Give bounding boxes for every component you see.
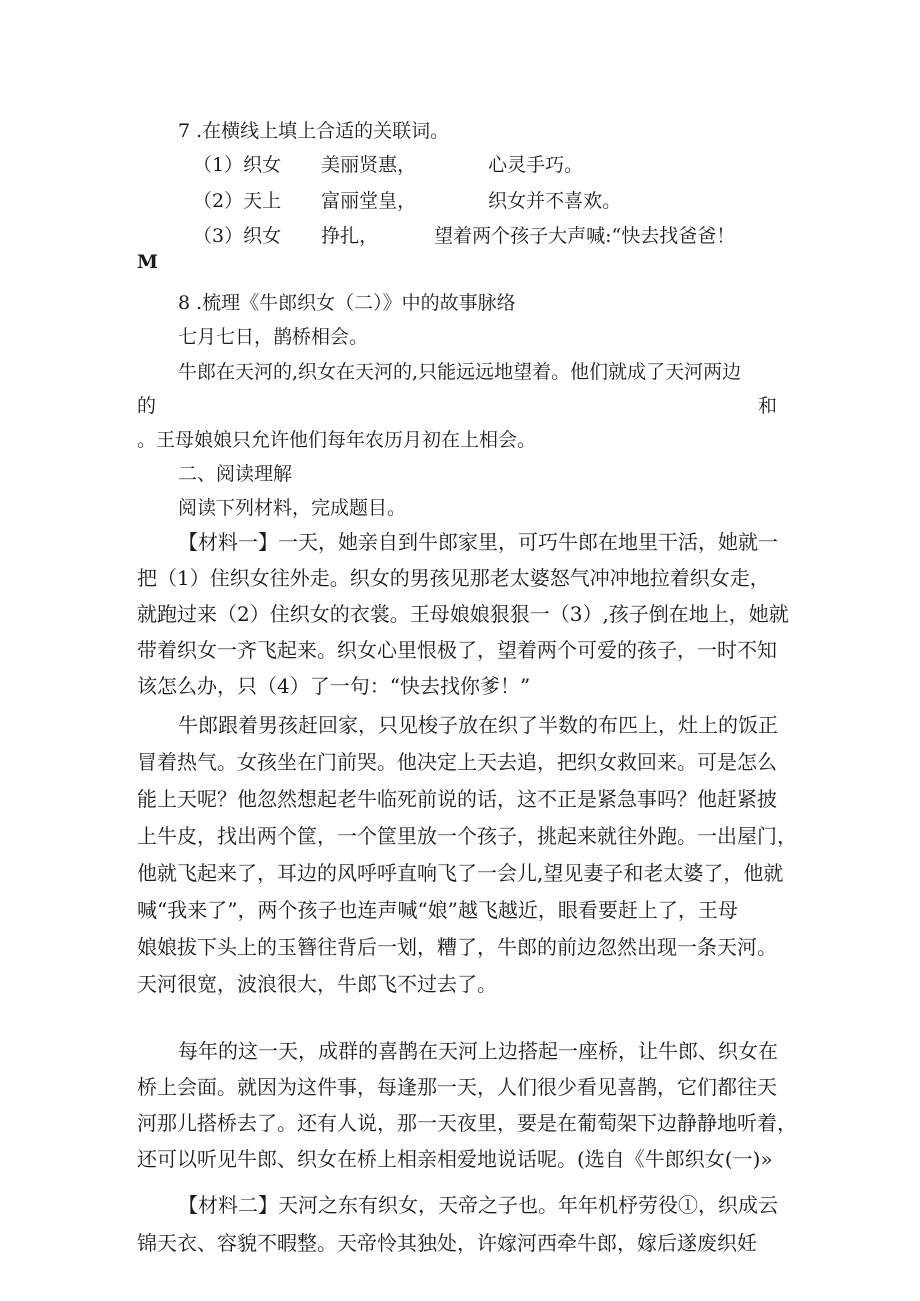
q8-line-3-right: 和	[758, 395, 778, 417]
q7-item-1	[193, 152, 583, 178]
q7-item-3-a: （3）织女	[193, 225, 282, 247]
q7-item-1-a: （1）织女	[193, 154, 282, 176]
q7-item-2-a: （2）天上	[193, 190, 282, 212]
section-heading: 二、阅读理解	[178, 463, 293, 485]
q7-tail: M	[137, 251, 159, 273]
q7-title: 7 .在横线上填上合适的关联词。	[178, 120, 450, 142]
text-line: 把（1）住织女往外走。织女的男孩见那老太婆怒气冲冲地拉着织女走，	[137, 566, 770, 590]
text-line: 锦天衣、容貌不暇整。天帝怜其独处，许嫁河西牵牛郎，嫁后遂废织妊	[137, 1231, 757, 1255]
text-line: 桥上会面。就因为这件事，每逢那一天，人们很少看见喜鹊，它们都往天	[137, 1075, 777, 1099]
q7-item-1-c: 心灵手巧。	[488, 154, 584, 176]
text-line: 牛郎跟着男孩赶回家，只见梭子放在织了半数的布匹上，灶上的饭正	[178, 713, 778, 737]
q8-line-1: 七月七日，鹊桥相会。	[178, 326, 369, 348]
text-line: 该怎么办，只（4）了一句：“快去找你爹！”	[137, 674, 531, 698]
q7-item-3-c: 望着两个孩子大声喊:“快去找爸爸！	[434, 225, 736, 247]
text-line: 娘娘拔下头上的玉簪往背后一划，糟了，牛郎的前边忽然出现一条天河。	[137, 935, 777, 959]
text-line: 【材料一】一天，她亲自到牛郎家里，可巧牛郎在地里干活，她就一	[178, 530, 778, 554]
q7-item-1-b: 美丽贤惠，	[321, 154, 417, 176]
q7-item-2-b: 富丽堂皇，	[321, 190, 417, 212]
text-line: 上牛皮，找出两个筐，一个筐里放一个孩子，挑起来就往外跑。一出屋门，	[137, 824, 797, 848]
text-line: 河那儿搭桥去了。还有人说，那一天夜里，要是在葡萄架下边静静地听着，	[137, 1111, 797, 1135]
text-line: 喊“我来了”，两个孩子也连声喊“娘”越飞越近，眼看要赶上了，王母	[137, 898, 738, 922]
text-line: 就跑过来（2）住织女的衣裳。王母娘娘狠狠一（3）,孩子倒在地上，她就	[137, 602, 789, 626]
section-instruction: 阅读下列材料，完成题目。	[178, 497, 407, 519]
q8-line-2: 牛郎在天河的,织女在天河的,只能远远地望着。他们就成了天河两边	[178, 361, 742, 383]
q7-item-3	[193, 223, 735, 249]
text-line: 每年的这一天，成群的喜鹊在天河上边搭起一座桥，让牛郎、织女在	[178, 1039, 778, 1063]
q8-line-3-left: 的	[137, 395, 157, 417]
q7-item-2-c: 织女并不喜欢。	[488, 190, 622, 212]
q8-title: 8 .梳理《牛郎织女（二）》中的故事脉络	[178, 292, 516, 314]
text-line: 他就飞起来了，耳边的风呼呼直响飞了一会儿,望见妻子和老太婆了，他就	[137, 861, 784, 885]
text-line: 天河很宽，波浪很大，牛郎飞不过去了。	[137, 972, 497, 996]
text-line: 冒着热气。女孩坐在门前哭。他决定上天去追，把织女救回来。可是怎么	[137, 750, 777, 774]
q7-item-3-b: 挣扎，	[321, 225, 379, 247]
text-line: 带着织女一齐飞起来。织女心里恨极了，望着两个可爱的孩子，一时不知	[137, 638, 777, 662]
text-line: 还可以听见牛郎、织女在桥上相亲相爱地说话呢。(选自《牛郎织女(一)»	[137, 1147, 773, 1171]
text-line: 【材料二】天河之东有织女，天帝之子也。年年机杼劳役①，织成云	[178, 1193, 778, 1217]
text-line: 能上天呢？他忽然想起老牛临死前说的话，这不正是紧急事吗？他赶紧披	[137, 787, 777, 811]
q8-line-4: 。王母娘娘只允许他们每年农历月初在上相会。	[137, 429, 537, 451]
q7-item-2	[193, 188, 621, 214]
